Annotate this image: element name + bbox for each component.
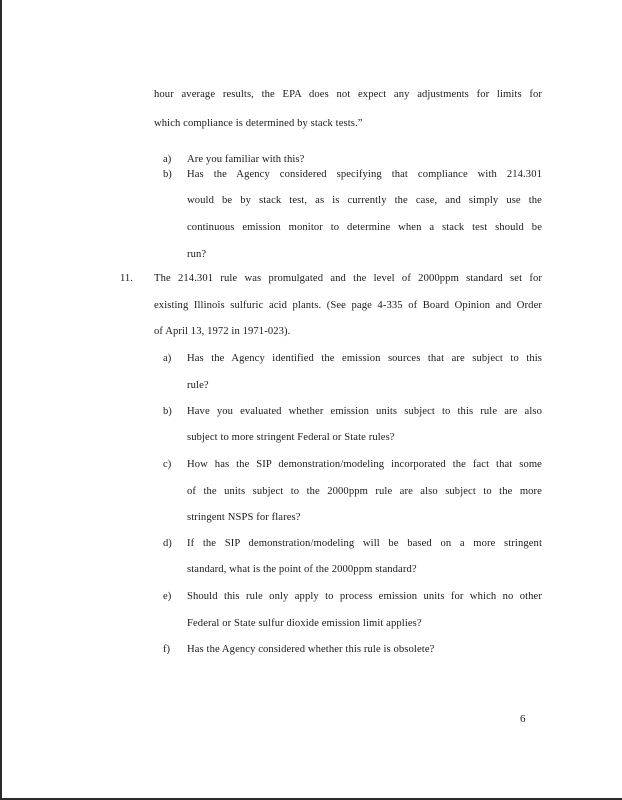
list-item-label: c) (163, 459, 172, 470)
list-item-text: Have you evaluated whether emission units subject to this rule are also (187, 406, 542, 417)
list-item-text: How has the SIP demonstration/modeling incorporated the fact that some (187, 459, 542, 470)
list-item-text: If the SIP demonstration/modeling will be based on a more stringent (187, 538, 542, 549)
list-item-text: stringent NSPS for flares? (187, 512, 301, 523)
list-item-label: e) (163, 591, 172, 602)
paragraph-line: The 214.301 rule was promulgated and the level of 2000ppm standard set for (154, 273, 542, 284)
list-item-label: b) (163, 169, 172, 180)
list-item-text: Has the Agency considered whether this rule is obsolete? (187, 644, 435, 655)
question-number: 11. (120, 273, 133, 284)
list-item-text: Federal or State sulfur dioxide emission limit applies? (187, 618, 422, 629)
list-item-text: rule? (187, 380, 209, 391)
paragraph-line: existing Illinois sulfuric acid plants. (See page 4-335 of Board Opinion and Order (154, 300, 542, 311)
list-item-text: standard, what is the point of the 2000ppm standard? (187, 564, 417, 575)
paragraph-line: hour average results, the EPA does not expect any adjustments for limits for (154, 89, 542, 100)
list-item-label: a) (163, 353, 172, 364)
paragraph-line: which compliance is determined by stack tests.” (154, 118, 363, 129)
list-item-text: Are you familiar with this? (187, 154, 305, 165)
list-item-text: of the units subject to the 2000ppm rule are also subject to the more (187, 486, 542, 497)
list-item-text: Should this rule only apply to process emission units for which no other (187, 591, 542, 602)
list-item-text: Has the Agency identified the emission sources that are subject to this (187, 353, 542, 364)
list-item-text: Has the Agency considered specifying that compliance with 214.301 (187, 169, 542, 180)
list-item-text: run? (187, 249, 207, 260)
list-item-label: a) (163, 154, 172, 165)
list-item-label: d) (163, 538, 172, 549)
list-item-text: subject to more stringent Federal or State rules? (187, 432, 395, 443)
list-item-label: b) (163, 406, 172, 417)
paragraph-line: of April 13, 1972 in 1971-023). (154, 326, 291, 337)
list-item-text: would be by stack test, as is currently the case, and simply use the (187, 195, 542, 206)
page-number: 6 (520, 713, 526, 725)
list-item-label: f) (163, 644, 171, 655)
list-item-text: continuous emission monitor to determine when a stack test should be (187, 222, 542, 233)
